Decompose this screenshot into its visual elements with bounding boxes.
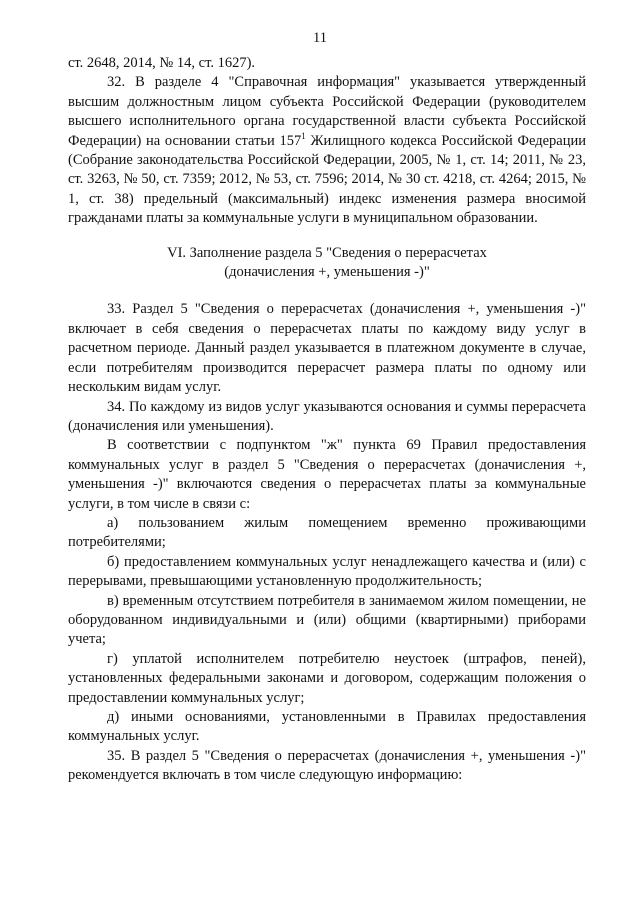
document-body xyxy=(68,54,586,786)
section-heading-line-2: (доначисления +, уменьшения -)" xyxy=(224,264,430,281)
paragraph-34-rules: В соответствии с подпунктом "ж" пункта 69 Правил предоставления коммунальных услуг в раздел 5 "Сведения о перерасчетах (доначисления +, уменьшения -)" включаются сведения о перерасчетах платы за коммунальные услуги, в том числе в связи с: xyxy=(68,437,586,512)
paragraph-35: 35. В раздел 5 "Сведения о перерасчетах (доначисления +, уменьшения -)" рекомендуется включать в том числе следующую информацию: xyxy=(68,747,586,784)
paragraph-33: 33. Раздел 5 "Сведения о перерасчетах (доначисления +, уменьшения -)" включает в себя сведения о перерасчетах платы по каждому виду услуг в расчетном периоде. Данный раздел указывается в платежном документе в случае, если потребителям производится перерасчет размера платы по одному или нескольким видам услуг. xyxy=(68,301,586,396)
paragraph-32 xyxy=(68,73,586,228)
section-heading xyxy=(68,244,586,283)
paragraph-32-text: 32. В разделе 4 "Справочная информация" указывается утвержденный высшим должностным лицом субъекта Российской Федерации (руководителем высшего исполнительного органа государственной власти субъекта Российской Федерации) на основании статьи 157 xyxy=(68,74,586,149)
paragraph-32-text-cont: Жилищного кодекса Российской Федерации (Собрание законодательства Российской Федерации, 2005, № 1, ст. 14; 2011, № 23, ст. 3263, № 50, ст. 7359; 2012, № 53, ст. 7596; 2014, № 30 ст. 4218, ст. 4264; 2015, № 1, ст. 38) предельный (максимальный) индекс изменения размера вносимой гражданами платы за коммунальные услуги в муниципальном образовании. xyxy=(68,132,586,227)
footnote-superscript: 1 xyxy=(301,130,306,141)
page-number: 11 xyxy=(313,30,327,46)
section-heading-line-1: VI. Заполнение раздела 5 "Сведения о перерасчетах xyxy=(167,244,487,261)
list-item-e: д) иными основаниями, установленными в Правилах предоставления коммунальных услуг. xyxy=(68,709,586,745)
list-item-c: в) временным отсутствием потребителя в занимаемом жилом помещении, не оборудованном индивидуальными и (или) общими (квартирными) приборами учета; xyxy=(68,592,586,648)
paragraph-34: 34. По каждому из видов услуг указываются основания и суммы перерасчета (доначисления или уменьшения). xyxy=(68,398,586,434)
continuation-text: ст. 2648, 2014, № 14, ст. 1627). xyxy=(68,55,256,71)
list-item-b: б) предоставлением коммунальных услуг ненадлежащего качества и (или) с перерывами, превышающими установленную продолжительность; xyxy=(68,553,586,590)
list-item-a: а) пользованием жилым помещением временно проживающими потребителями; xyxy=(68,514,586,551)
list-item-d: г) уплатой исполнителем потребителю неустоек (штрафов, пеней), установленных федеральными законами и договором, содержащим положения о предоставлении коммунальных услуг; xyxy=(68,650,586,706)
